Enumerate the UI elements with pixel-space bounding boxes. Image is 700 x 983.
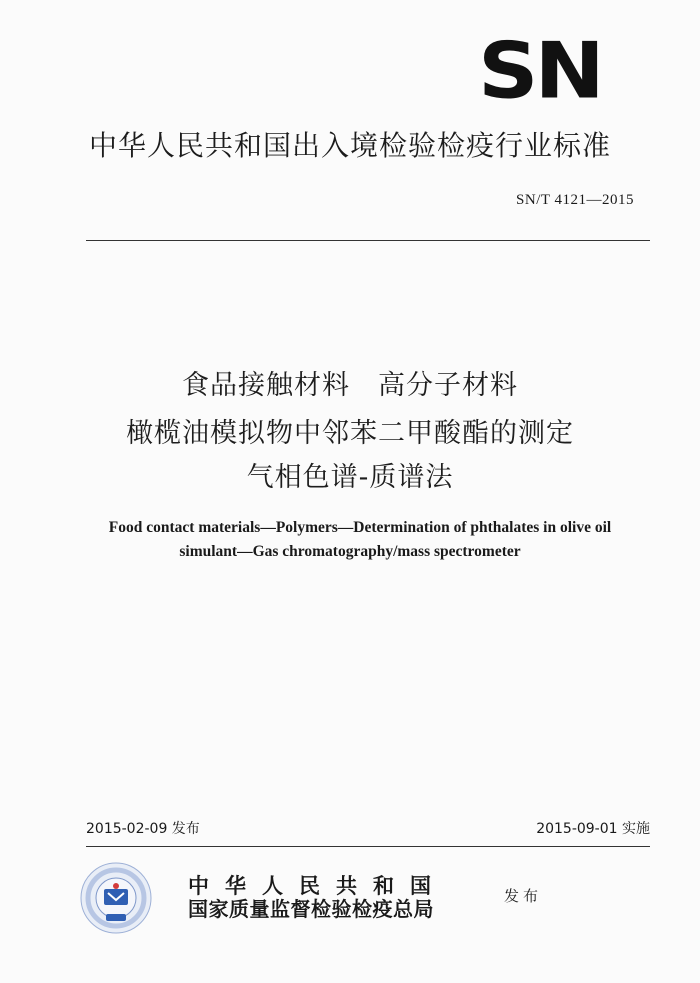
standard-category-title: 中华人民共和国出入境检验检疫行业标准	[88, 129, 611, 162]
release-label: 发布	[504, 887, 543, 905]
standard-code: SN/T 4121—2015	[516, 192, 634, 208]
chinese-title-line-3: 气相色谱-质谱法	[246, 462, 454, 493]
english-title-line-2: simulant—Gas chromatography/mass spectrometer	[179, 543, 521, 560]
english-title-line-1: Food contact materials—Polymers—Determination of phthalates in olive oil	[108, 519, 612, 536]
top-divider	[86, 240, 650, 241]
implementation-date: 2015-09-01 实施	[536, 821, 650, 837]
bottom-divider	[86, 846, 650, 847]
sn-logo: SN	[478, 25, 601, 116]
issuing-authority: 国家质量监督检验检疫总局	[188, 897, 434, 921]
chinese-title-line-1: 食品接触材料 高分子材料	[182, 370, 518, 401]
chinese-title-line-2: 橄榄油模拟物中邻苯二甲酸酯的测定	[126, 418, 574, 449]
issuing-country: 中华人民共和国	[188, 873, 447, 898]
issue-date: 2015-02-09 发布	[86, 821, 200, 837]
anti-counterfeit-seal-icon	[80, 862, 152, 934]
